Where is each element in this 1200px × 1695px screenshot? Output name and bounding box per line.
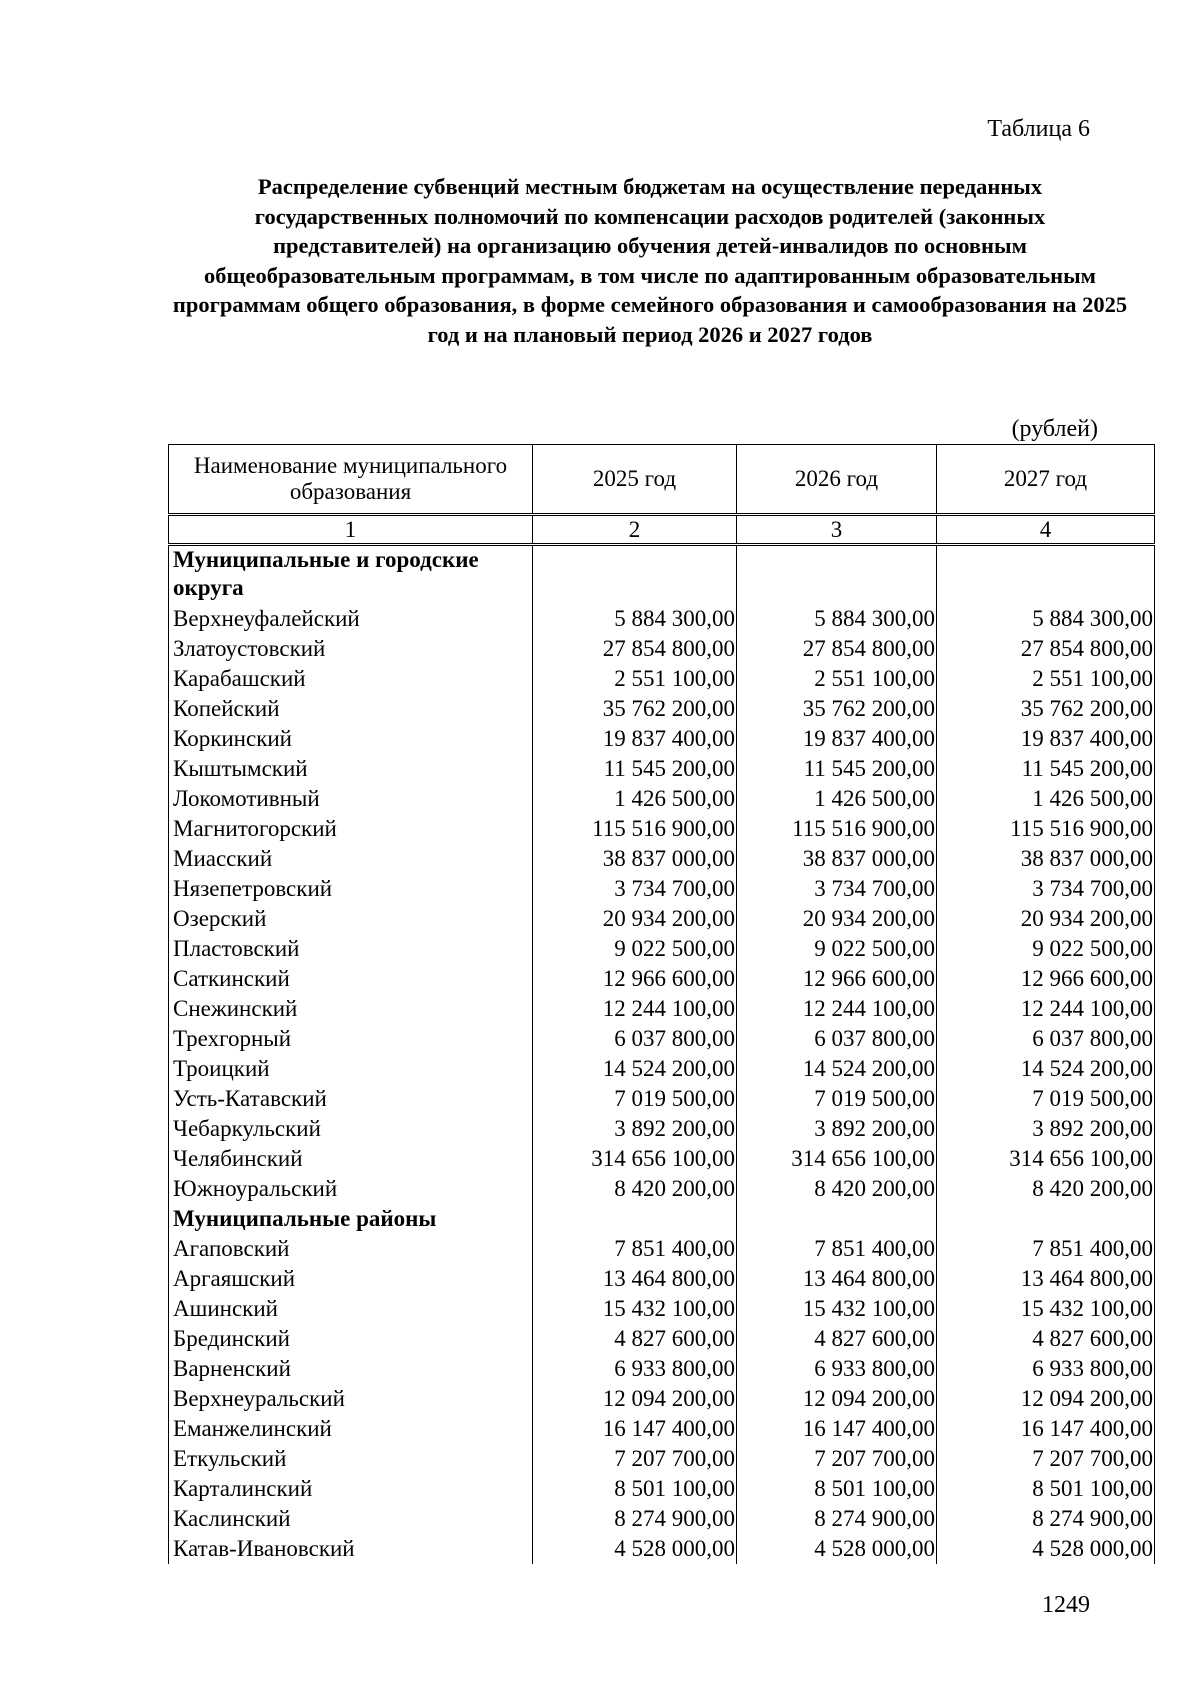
table-row bbox=[169, 904, 1155, 934]
value-2027: 6 037 800,00 bbox=[937, 1024, 1155, 1054]
value-2026: 20 934 200,00 bbox=[737, 904, 937, 934]
value-2025: 35 762 200,00 bbox=[533, 694, 737, 724]
table-row bbox=[169, 1354, 1155, 1384]
municipality-name: Чебаркульский bbox=[169, 1114, 533, 1144]
table-row bbox=[169, 1234, 1155, 1264]
value-2027: 115 516 900,00 bbox=[937, 814, 1155, 844]
column-number: 4 bbox=[937, 515, 1155, 545]
value-2027: 16 147 400,00 bbox=[937, 1414, 1155, 1444]
header-name: Наименование муниципального образования bbox=[169, 445, 533, 515]
municipality-name: Миасский bbox=[169, 844, 533, 874]
table-row bbox=[169, 1504, 1155, 1534]
table-row bbox=[169, 874, 1155, 904]
value-2027: 7 851 400,00 bbox=[937, 1234, 1155, 1264]
municipality-name: Южноуральский bbox=[169, 1174, 533, 1204]
empty-cell bbox=[533, 1204, 737, 1234]
section-title: Муниципальные и городские округа bbox=[169, 545, 533, 605]
value-2026: 12 244 100,00 bbox=[737, 994, 937, 1024]
value-2026: 7 019 500,00 bbox=[737, 1084, 937, 1114]
value-2027: 1 426 500,00 bbox=[937, 784, 1155, 814]
empty-cell bbox=[937, 545, 1155, 605]
value-2025: 12 244 100,00 bbox=[533, 994, 737, 1024]
value-2025: 8 274 900,00 bbox=[533, 1504, 737, 1534]
table-row bbox=[169, 1384, 1155, 1414]
value-2026: 12 966 600,00 bbox=[737, 964, 937, 994]
value-2025: 11 545 200,00 bbox=[533, 754, 737, 784]
table-row bbox=[169, 1324, 1155, 1354]
municipality-name: Каслинский bbox=[169, 1504, 533, 1534]
table-label: Таблица 6 bbox=[987, 116, 1090, 142]
value-2025: 12 094 200,00 bbox=[533, 1384, 737, 1414]
municipality-name: Ашинский bbox=[169, 1294, 533, 1324]
section-row bbox=[169, 545, 1155, 605]
table-row bbox=[169, 604, 1155, 634]
value-2027: 4 528 000,00 bbox=[937, 1534, 1155, 1564]
table-row bbox=[169, 664, 1155, 694]
value-2027: 13 464 800,00 bbox=[937, 1264, 1155, 1294]
municipality-name: Карталинский bbox=[169, 1474, 533, 1504]
value-2026: 8 501 100,00 bbox=[737, 1474, 937, 1504]
value-2025: 6 933 800,00 bbox=[533, 1354, 737, 1384]
table-row bbox=[169, 1114, 1155, 1144]
table-row bbox=[169, 1054, 1155, 1084]
municipality-name: Трехгорный bbox=[169, 1024, 533, 1054]
municipality-name: Локомотивный bbox=[169, 784, 533, 814]
column-number: 1 bbox=[169, 515, 533, 545]
municipality-name: Еманжелинский bbox=[169, 1414, 533, 1444]
value-2025: 7 207 700,00 bbox=[533, 1444, 737, 1474]
value-2027: 20 934 200,00 bbox=[937, 904, 1155, 934]
value-2025: 5 884 300,00 bbox=[533, 604, 737, 634]
value-2027: 314 656 100,00 bbox=[937, 1144, 1155, 1174]
column-number: 2 bbox=[533, 515, 737, 545]
empty-cell bbox=[533, 545, 737, 605]
municipality-name: Катав-Ивановский bbox=[169, 1534, 533, 1564]
value-2027: 9 022 500,00 bbox=[937, 934, 1155, 964]
header-2026: 2026 год bbox=[737, 445, 937, 515]
value-2027: 6 933 800,00 bbox=[937, 1354, 1155, 1384]
municipality-name: Пластовский bbox=[169, 934, 533, 964]
municipality-name: Златоустовский bbox=[169, 634, 533, 664]
subvention-table bbox=[168, 444, 1155, 1564]
municipality-name: Варненский bbox=[169, 1354, 533, 1384]
table-row bbox=[169, 1024, 1155, 1054]
value-2027: 12 966 600,00 bbox=[937, 964, 1155, 994]
municipality-name: Верхнеуфалейский bbox=[169, 604, 533, 634]
value-2026: 2 551 100,00 bbox=[737, 664, 937, 694]
empty-cell bbox=[737, 545, 937, 605]
value-2025: 7 019 500,00 bbox=[533, 1084, 737, 1114]
value-2025: 9 022 500,00 bbox=[533, 934, 737, 964]
table-row bbox=[169, 1264, 1155, 1294]
value-2026: 38 837 000,00 bbox=[737, 844, 937, 874]
page-number: 1249 bbox=[1042, 1592, 1090, 1618]
table-row bbox=[169, 1174, 1155, 1204]
value-2027: 35 762 200,00 bbox=[937, 694, 1155, 724]
value-2026: 1 426 500,00 bbox=[737, 784, 937, 814]
value-2025: 4 528 000,00 bbox=[533, 1534, 737, 1564]
units-label: (рублей) bbox=[1011, 416, 1098, 442]
value-2025: 13 464 800,00 bbox=[533, 1264, 737, 1294]
value-2026: 5 884 300,00 bbox=[737, 604, 937, 634]
table-row bbox=[169, 1474, 1155, 1504]
value-2025: 1 426 500,00 bbox=[533, 784, 737, 814]
value-2026: 7 207 700,00 bbox=[737, 1444, 937, 1474]
section-title: Муниципальные районы bbox=[169, 1204, 533, 1234]
table-row bbox=[169, 694, 1155, 724]
table-row bbox=[169, 634, 1155, 664]
value-2025: 4 827 600,00 bbox=[533, 1324, 737, 1354]
value-2027: 12 244 100,00 bbox=[937, 994, 1155, 1024]
table-row bbox=[169, 754, 1155, 784]
value-2025: 20 934 200,00 bbox=[533, 904, 737, 934]
table-row bbox=[169, 934, 1155, 964]
value-2025: 8 501 100,00 bbox=[533, 1474, 737, 1504]
header-2025: 2025 год bbox=[533, 445, 737, 515]
value-2025: 6 037 800,00 bbox=[533, 1024, 737, 1054]
column-number-row bbox=[169, 515, 1155, 545]
value-2026: 314 656 100,00 bbox=[737, 1144, 937, 1174]
table-row bbox=[169, 1534, 1155, 1564]
value-2026: 4 827 600,00 bbox=[737, 1324, 937, 1354]
section-row bbox=[169, 1204, 1155, 1234]
municipality-name: Верхнеуральский bbox=[169, 1384, 533, 1414]
value-2026: 9 022 500,00 bbox=[737, 934, 937, 964]
municipality-name: Троицкий bbox=[169, 1054, 533, 1084]
value-2025: 27 854 800,00 bbox=[533, 634, 737, 664]
municipality-name: Брединский bbox=[169, 1324, 533, 1354]
value-2027: 3 892 200,00 bbox=[937, 1114, 1155, 1144]
municipality-name: Аргаяшский bbox=[169, 1264, 533, 1294]
value-2027: 3 734 700,00 bbox=[937, 874, 1155, 904]
value-2027: 4 827 600,00 bbox=[937, 1324, 1155, 1354]
empty-cell bbox=[737, 1204, 937, 1234]
value-2027: 12 094 200,00 bbox=[937, 1384, 1155, 1414]
value-2026: 3 892 200,00 bbox=[737, 1114, 937, 1144]
value-2025: 3 892 200,00 bbox=[533, 1114, 737, 1144]
table-row bbox=[169, 814, 1155, 844]
municipality-name: Карабашский bbox=[169, 664, 533, 694]
value-2026: 3 734 700,00 bbox=[737, 874, 937, 904]
table-row bbox=[169, 964, 1155, 994]
value-2025: 2 551 100,00 bbox=[533, 664, 737, 694]
table-header-row bbox=[169, 445, 1155, 515]
table-row bbox=[169, 1414, 1155, 1444]
municipality-name: Еткульский bbox=[169, 1444, 533, 1474]
value-2026: 27 854 800,00 bbox=[737, 634, 937, 664]
value-2027: 8 501 100,00 bbox=[937, 1474, 1155, 1504]
table-body bbox=[169, 545, 1155, 1565]
table-row bbox=[169, 724, 1155, 754]
value-2027: 14 524 200,00 bbox=[937, 1054, 1155, 1084]
value-2026: 8 420 200,00 bbox=[737, 1174, 937, 1204]
municipality-name: Магнитогорский bbox=[169, 814, 533, 844]
value-2026: 8 274 900,00 bbox=[737, 1504, 937, 1534]
value-2027: 8 420 200,00 bbox=[937, 1174, 1155, 1204]
value-2027: 7 019 500,00 bbox=[937, 1084, 1155, 1114]
value-2026: 19 837 400,00 bbox=[737, 724, 937, 754]
table-row bbox=[169, 1294, 1155, 1324]
header-2027: 2027 год bbox=[937, 445, 1155, 515]
value-2026: 4 528 000,00 bbox=[737, 1534, 937, 1564]
municipality-name: Копейский bbox=[169, 694, 533, 724]
value-2027: 2 551 100,00 bbox=[937, 664, 1155, 694]
table-row bbox=[169, 784, 1155, 814]
table-row bbox=[169, 994, 1155, 1024]
municipality-name: Озерский bbox=[169, 904, 533, 934]
value-2027: 8 274 900,00 bbox=[937, 1504, 1155, 1534]
value-2027: 38 837 000,00 bbox=[937, 844, 1155, 874]
value-2025: 38 837 000,00 bbox=[533, 844, 737, 874]
value-2027: 5 884 300,00 bbox=[937, 604, 1155, 634]
table-row bbox=[169, 844, 1155, 874]
value-2027: 11 545 200,00 bbox=[937, 754, 1155, 784]
value-2025: 8 420 200,00 bbox=[533, 1174, 737, 1204]
value-2025: 15 432 100,00 bbox=[533, 1294, 737, 1324]
value-2025: 314 656 100,00 bbox=[533, 1144, 737, 1174]
empty-cell bbox=[937, 1204, 1155, 1234]
municipality-name: Нязепетровский bbox=[169, 874, 533, 904]
municipality-name: Коркинский bbox=[169, 724, 533, 754]
value-2025: 7 851 400,00 bbox=[533, 1234, 737, 1264]
value-2025: 16 147 400,00 bbox=[533, 1414, 737, 1444]
value-2026: 11 545 200,00 bbox=[737, 754, 937, 784]
municipality-name: Снежинский bbox=[169, 994, 533, 1024]
value-2027: 7 207 700,00 bbox=[937, 1444, 1155, 1474]
value-2026: 13 464 800,00 bbox=[737, 1264, 937, 1294]
table-row bbox=[169, 1444, 1155, 1474]
table-row bbox=[169, 1144, 1155, 1174]
value-2026: 15 432 100,00 bbox=[737, 1294, 937, 1324]
value-2025: 12 966 600,00 bbox=[533, 964, 737, 994]
value-2026: 35 762 200,00 bbox=[737, 694, 937, 724]
value-2026: 14 524 200,00 bbox=[737, 1054, 937, 1084]
value-2026: 7 851 400,00 bbox=[737, 1234, 937, 1264]
column-number: 3 bbox=[737, 515, 937, 545]
value-2027: 19 837 400,00 bbox=[937, 724, 1155, 754]
municipality-name: Усть-Катавский bbox=[169, 1084, 533, 1114]
document-title: Распределение субвенций местным бюджетам на осуществление переданных государственных полномочий по компенсации расходов родителей (законных представителей) на организацию обучения детей-инвалидов по основным общеобразовательным программам, в том числе по адаптированным образовательным программам общего образования, в форме семейного образования и самообразования на 2025 год и на плановый период 2026 и 2027 годов bbox=[172, 174, 1128, 347]
value-2026: 6 037 800,00 bbox=[737, 1024, 937, 1054]
value-2027: 27 854 800,00 bbox=[937, 634, 1155, 664]
municipality-name: Челябинский bbox=[169, 1144, 533, 1174]
value-2025: 115 516 900,00 bbox=[533, 814, 737, 844]
value-2025: 14 524 200,00 bbox=[533, 1054, 737, 1084]
municipality-name: Агаповский bbox=[169, 1234, 533, 1264]
value-2027: 15 432 100,00 bbox=[937, 1294, 1155, 1324]
value-2026: 16 147 400,00 bbox=[737, 1414, 937, 1444]
table-row bbox=[169, 1084, 1155, 1114]
value-2025: 3 734 700,00 bbox=[533, 874, 737, 904]
value-2026: 115 516 900,00 bbox=[737, 814, 937, 844]
value-2026: 6 933 800,00 bbox=[737, 1354, 937, 1384]
municipality-name: Кыштымский bbox=[169, 754, 533, 784]
value-2025: 19 837 400,00 bbox=[533, 724, 737, 754]
municipality-name: Саткинский bbox=[169, 964, 533, 994]
value-2026: 12 094 200,00 bbox=[737, 1384, 937, 1414]
